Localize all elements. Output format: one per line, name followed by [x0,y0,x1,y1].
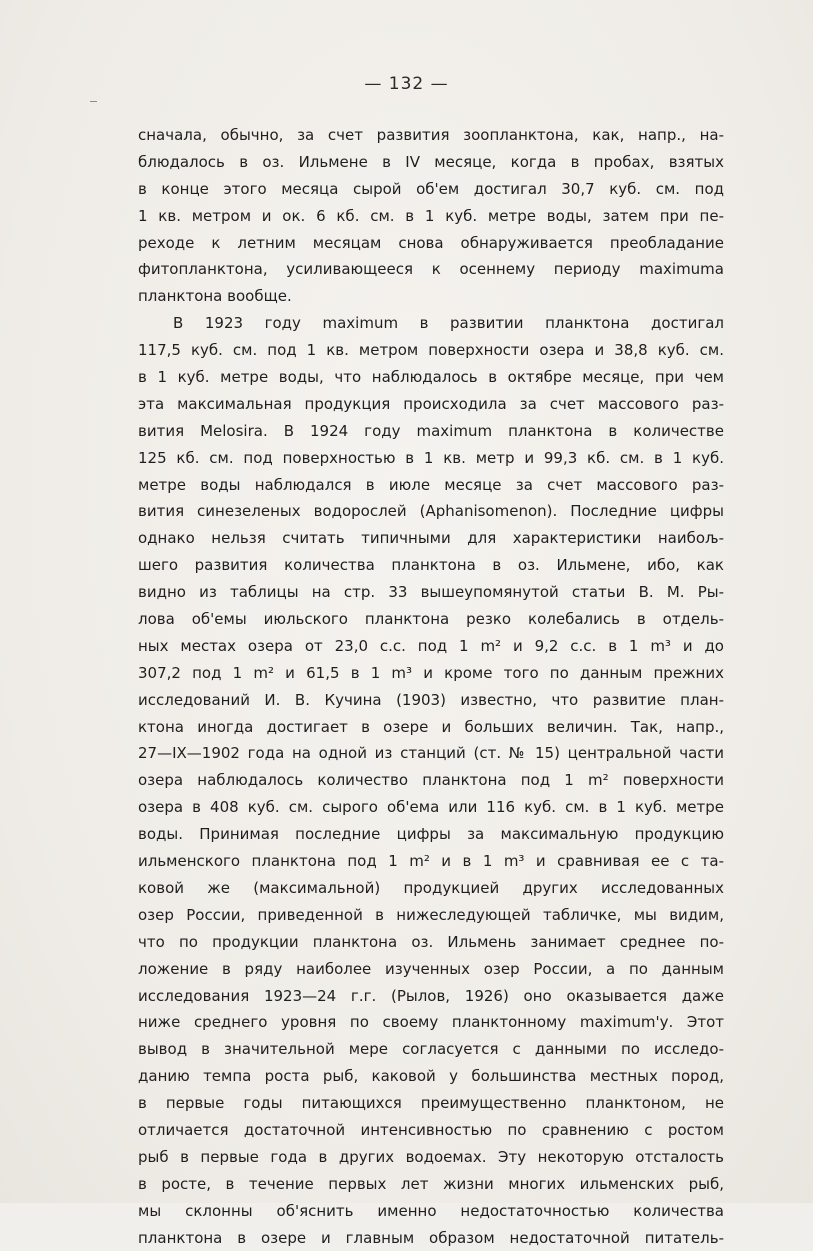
text-line: видно из таблицы на стр. 33 вышеупомянутой статьи В. М. Ры- [138,583,724,602]
text-line: эта максимальная продукция происходила за счет массового раз- [138,394,724,413]
text-line: ктона иногда достигает в озере и больших величин. Так, напр., [138,717,724,736]
text-line: 125 кб. см. под поверхностью в 1 кв. метр и 99,3 кб. см. в 1 куб. [138,448,724,467]
text-line: фитопланктона, усиливающееся к осеннему периоду maximuma [138,260,724,279]
text-line: исследования 1923—24 г.г. (Рылов, 1926) оно оказывается даже [138,986,724,1005]
text-line: ных местах озера от 23,0 с.с. под 1 m² и 9,2 с.с. в 1 m³ и до [138,636,724,655]
text-line: вывод в значительной мере согласуется с данными по исследо- [138,1040,724,1059]
text-line: озера в 408 куб. см. сырого об'ема или 116 куб. см. в 1 куб. метре [138,798,724,817]
text-line: данию темпа роста рыб, каковой у большинства местных пород, [138,1067,724,1086]
text-line: однако нельзя считать типичными для характеристики наибољ- [138,529,724,548]
text-line: в конце этого месяца сырой об'ем достигал 30,7 куб. см. под [138,179,724,198]
text-line: лова об'емы июльского планктона резко колебались в отдель- [138,610,724,629]
text-line: озера наблюдалось количество планктона под 1 m² поверхности [138,771,724,790]
text-line: воды. Принимая последние цифры за максимальную продукцию [138,825,724,844]
text-line: шего развития количества планктона в оз. Ильмене, ибо, как [138,556,724,575]
text-line: реходе к летним месяцам снова обнаруживается преобладание [138,233,724,252]
text-line: блюдалось в оз. Ильмене в IV месяце, когда в пробах, взятых [138,152,724,171]
text-line: что по продукции планктона оз. Ильмень занимает среднее по- [138,932,724,951]
text-line: сначала, обычно, за счет развития зоопланктона, как, напр., на- [138,126,724,144]
text-line: планктона в озере и главным образом недостаточной питатель- [138,1228,724,1247]
text-line: планктона вообще. [138,287,292,306]
text-line: ложение в ряду наиболее изученных озер России, а по данным [138,959,724,978]
text-line: 27—IX—1902 года на одной из станций (ст. № 15) центральной части [138,744,724,763]
text-line: метре воды наблюдался в июле месяце за счет массового раз- [138,475,724,494]
page-number: — 132 — [364,74,449,94]
text-line: 307,2 под 1 m² и 61,5 в 1 m³ и кроме того по данным прежних [138,663,724,682]
text-line: ниже среднего уровня по своему планктонному maximum'у. Этот [138,1013,724,1032]
text-line: мы склонны об'яснить именно недостаточностью количества [138,1201,724,1220]
text-line: в 1 куб. метре воды, что наблюдалось в октябре месяце, при чем [138,368,724,387]
text-line: вития синезеленых водорослей (Aphanisomenon). Последние цифры [138,502,724,521]
text-line: рыб в первые года в других водоемах. Эту некоторую отсталость [138,1147,724,1166]
text-line: ковой же (максимальной) продукцией других исследованных [138,878,724,897]
text-line: озер России, приведенной в нижеследующей табличке, мы видим, [138,905,724,924]
body-text [138,122,724,1251]
text-line: исследований И. В. Кучина (1903) известно, что развитие план- [138,690,724,709]
text-line: отличается достаточной интенсивностью по сравнению с ростом [138,1120,724,1139]
text-line: ильменского планктона под 1 m² и в 1 m³ и сравнивая ее с та- [138,852,724,871]
text-line: в первые годы питающихся преимущественно планктоном, не [138,1094,724,1113]
text-line: вития Melosira. В 1924 году maximum планктона в количестве [138,421,724,440]
text-line: 117,5 куб. см. под 1 кв. метром поверхности озера и 38,8 куб. см. [138,341,724,360]
text-line: 1 кв. метром и ок. 6 кб. см. в 1 куб. метре воды, затем при пе- [138,206,724,225]
text-line: в росте, в течение первых лет жизни многих ильменских рыб, [138,1174,724,1193]
scan-mark [90,101,97,102]
text-line: В 1923 году maximum в развитии планктона достигал [173,314,724,333]
